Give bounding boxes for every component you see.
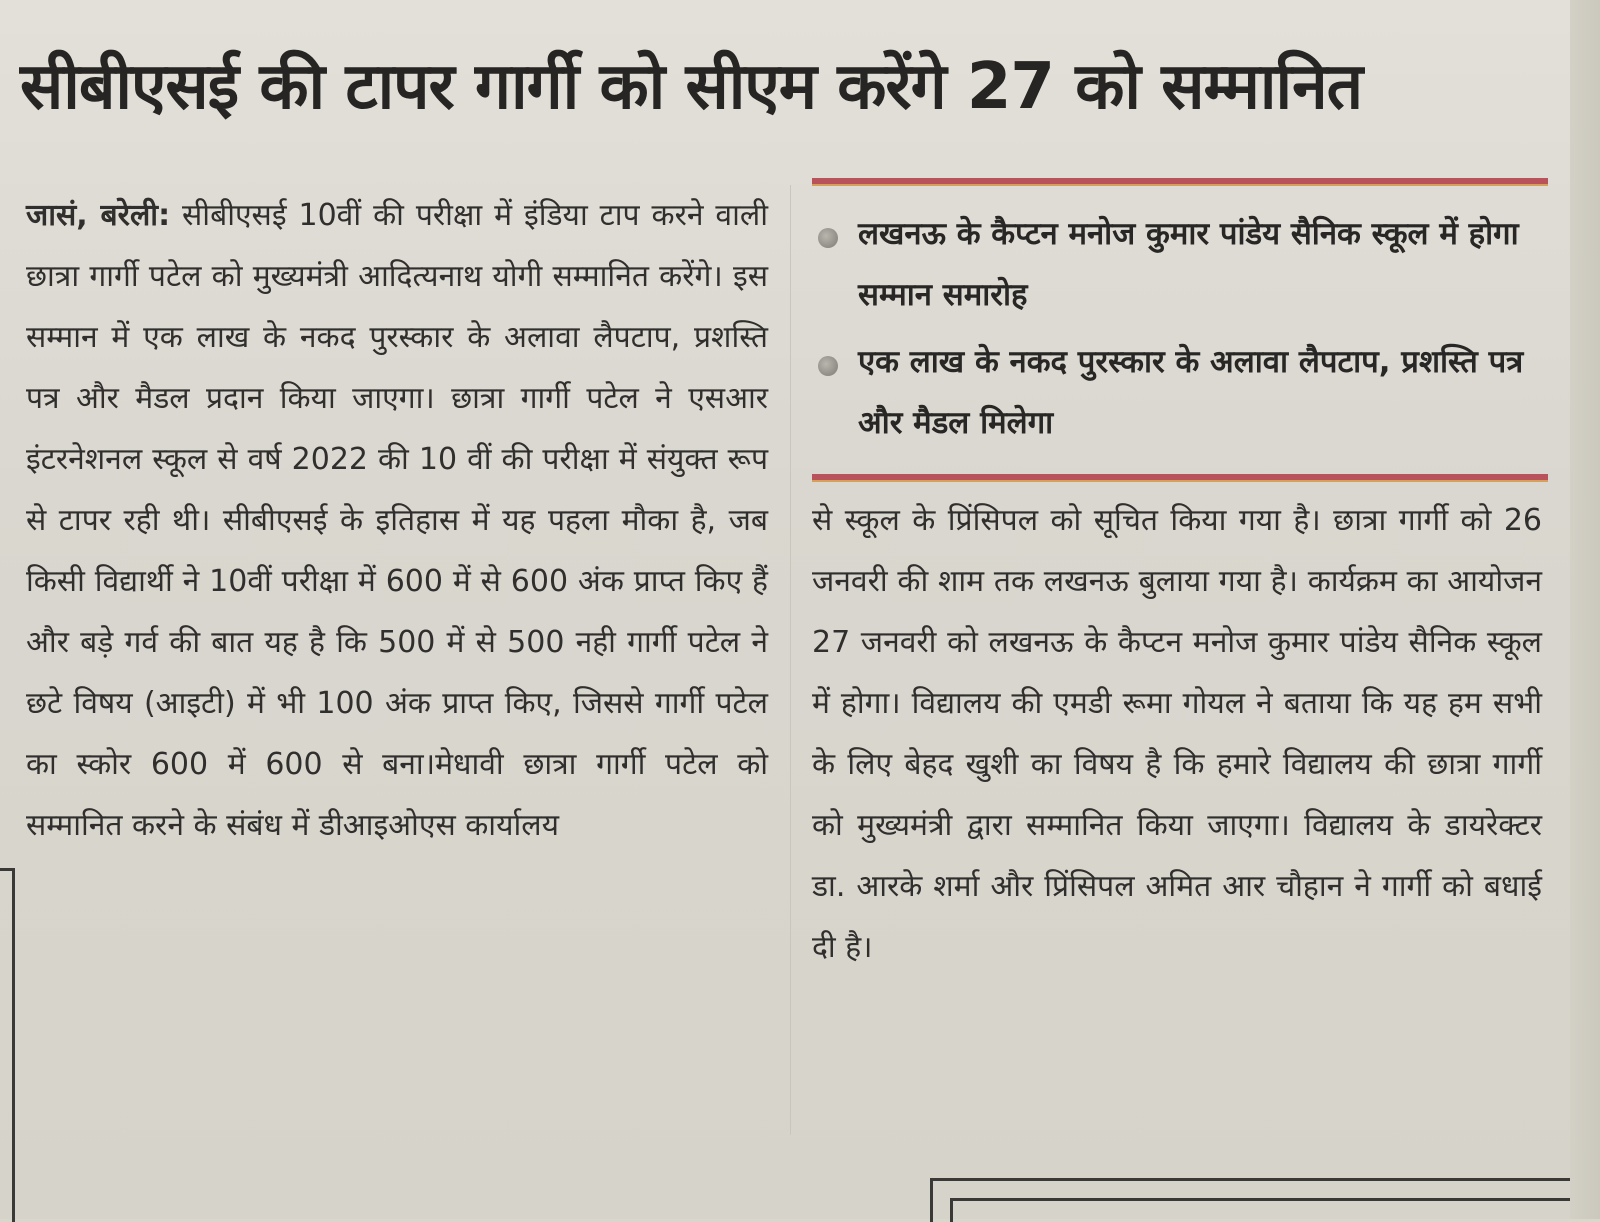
adjacent-box-inner-border xyxy=(950,1198,1573,1222)
highlight-item xyxy=(812,204,1542,326)
highlight-text: लखनऊ के कैप्टन मनोज कुमार पांडेय सैनिक स्कूल में होगा सम्मान समारोह xyxy=(858,216,1519,313)
column-divider xyxy=(790,185,791,1135)
dateline: जासं, बरेली: xyxy=(26,198,171,233)
headline: सीबीएसई की टापर गार्गी को सीएम करेंगे 27 को सम्मानित xyxy=(20,50,1363,124)
bullet-icon xyxy=(818,356,838,376)
article-left-column xyxy=(26,185,768,856)
article-right-column xyxy=(812,178,1542,978)
highlight-top-rule xyxy=(812,178,1548,186)
highlight-bottom-rule xyxy=(812,474,1548,482)
highlight-item xyxy=(812,332,1542,454)
highlight-text: एक लाख के नकद पुरस्कार के अलावा लैपटाप, प्रशस्ति पत्र और मैडल मिलेगा xyxy=(858,344,1524,441)
highlight-box xyxy=(812,186,1542,474)
adjacent-article-border xyxy=(0,868,15,1222)
article-body-left: सीबीएसई 10वीं की परीक्षा में इंडिया टाप करने वाली छात्रा गार्गी पटेल को मुख्यमंत्री आदित्यनाथ योगी सम्मानित करेंगे। इस सम्मान में एक लाख के नकद पुरस्कार के अलावा लैपटाप, प्रशस्ति पत्र और मैडल प्रदान किया जाएगा। छात्रा गार्गी पटेल ने एसआर इंटरनेशनल स्कूल से वर्ष 2022 की 10 वीं की परीक्षा में संयुक्त रूप से टापर रही थी। सीबीएसई के इतिहास में यह पहला मौका है, जब किसी विद्यार्थी ने 10वीं परीक्षा में 600 में से 600 अंक प्राप्त किए हैं और बड़े गर्व की बात यह है कि 500 में से 500 नही गार्गी पटेल ने छटे विषय (आइटी) में भी 100 अंक प्राप्त किए, जिससे गार्गी पटेल का स्कोर 600 में 600 से बना।मेधावी छात्रा गार्गी पटेल को सम्मानित करने के संबंध में डीआइओएस कार्यालय xyxy=(26,198,768,843)
adjacent-column-edge xyxy=(1570,0,1600,1219)
article-paragraph-left xyxy=(26,185,768,856)
bullet-icon xyxy=(818,228,838,248)
article-body-right: से स्कूल के प्रिंसिपल को सूचित किया गया है। छात्रा गार्गी को 26 जनवरी की शाम तक लखनऊ बुलाया गया है। कार्यक्रम का आयोजन 27 जनवरी को लखनऊ के कैप्टन मनोज कुमार पांडेय सैनिक स्कूल में होगा। विद्यालय की एमडी रूमा गोयल ने बताया कि यह हम सभी के लिए बेहद खुशी का विषय है कि हमारे विद्यालय की छात्रा गार्गी को मुख्यमंत्री द्वारा सम्मानित किया जाएगा। विद्यालय के डायरेक्टर डा. आरके शर्मा और प्रिंसिपल अमित आर चौहान ने गार्गी को बधाई दी है। xyxy=(812,503,1542,965)
